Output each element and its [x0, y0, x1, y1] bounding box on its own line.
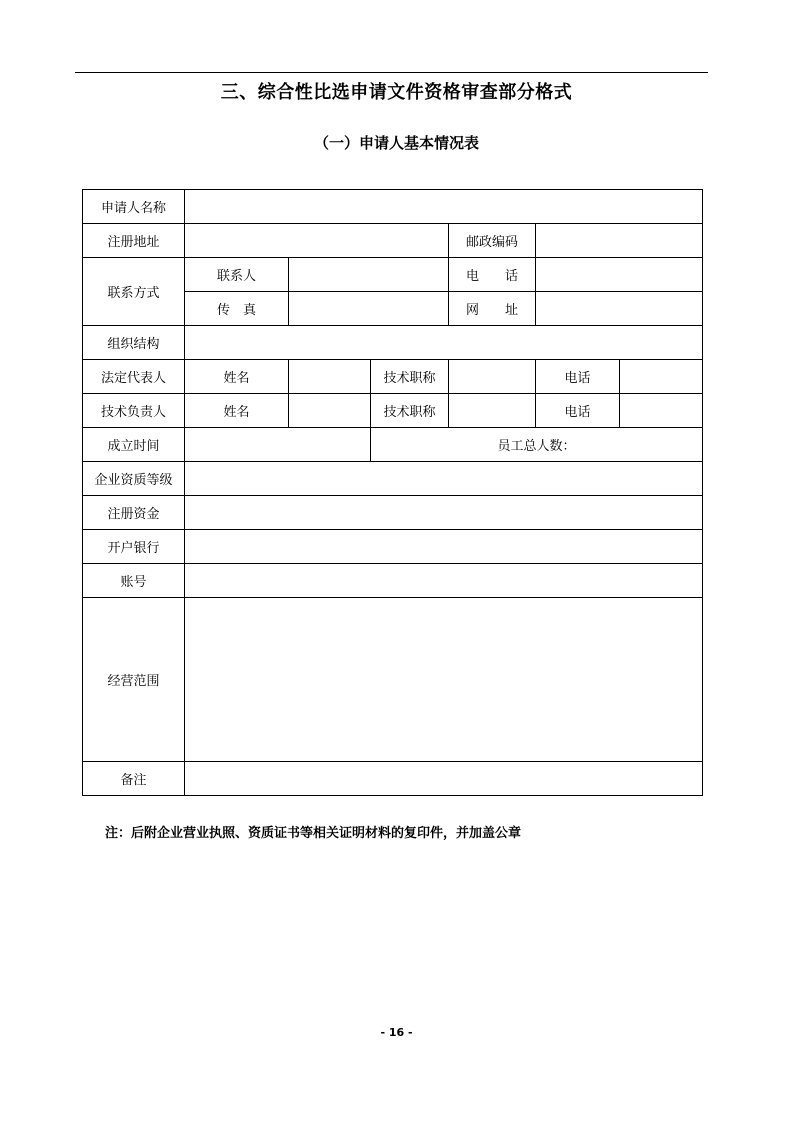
- applicant-info-table: [82, 189, 703, 796]
- remarks-label: 备注: [83, 762, 185, 796]
- tech-lead-phone-field[interactable]: [620, 394, 703, 428]
- page-number: - 16 -: [380, 1026, 413, 1039]
- page-title: 三、综合性比选申请文件资格审查部分格式: [220, 82, 573, 103]
- tech-lead-phone-label: 电话: [536, 394, 620, 428]
- legal-rep-name-field[interactable]: [289, 360, 371, 394]
- contact-phone-field[interactable]: [536, 258, 703, 292]
- table-row: [83, 360, 703, 394]
- table-row: [83, 564, 703, 598]
- bank-label: 开户银行: [83, 530, 185, 564]
- business-scope-field[interactable]: [185, 598, 703, 762]
- website-label: 网 址: [449, 292, 536, 326]
- table-row: [83, 530, 703, 564]
- table-row: [83, 258, 703, 292]
- legal-rep-title-label: 技术职称: [371, 360, 449, 394]
- applicant-name-label: 申请人名称: [83, 190, 185, 224]
- postal-code-label: 邮政编码: [449, 224, 536, 258]
- tech-lead-name-label: 姓名: [185, 394, 289, 428]
- footnote: 注：后附企业营业执照、资质证书等相关证明材料的复印件，并加盖公章: [105, 826, 522, 841]
- fax-label: 传 真: [185, 292, 289, 326]
- contact-person-field[interactable]: [289, 258, 449, 292]
- bank-field[interactable]: [185, 530, 703, 564]
- qualification-level-label: 企业资质等级: [83, 462, 185, 496]
- legal-rep-phone-field[interactable]: [620, 360, 703, 394]
- table-row: [83, 326, 703, 360]
- legal-rep-name-label: 姓名: [185, 360, 289, 394]
- legal-rep-label: 法定代表人: [83, 360, 185, 394]
- account-label: 账号: [83, 564, 185, 598]
- legal-rep-title-field[interactable]: [449, 360, 536, 394]
- table-row: [83, 190, 703, 224]
- account-field[interactable]: [185, 564, 703, 598]
- table-row: [83, 224, 703, 258]
- table-row: [83, 394, 703, 428]
- contact-person-label: 联系人: [185, 258, 289, 292]
- table-row: [83, 462, 703, 496]
- table-row: [83, 428, 703, 462]
- org-structure-label: 组织结构: [83, 326, 185, 360]
- table-row: [83, 762, 703, 796]
- contact-phone-label: 电 话: [449, 258, 536, 292]
- tech-lead-title-field[interactable]: [449, 394, 536, 428]
- employee-count-field[interactable]: 员工总人数：: [371, 428, 703, 462]
- remarks-field[interactable]: [185, 762, 703, 796]
- fax-field[interactable]: [289, 292, 449, 326]
- table-row: [83, 496, 703, 530]
- legal-rep-phone-label: 电话: [536, 360, 620, 394]
- applicant-name-field[interactable]: [185, 190, 703, 224]
- org-structure-field[interactable]: [185, 326, 703, 360]
- table-title: （一）申请人基本情况表: [313, 134, 479, 152]
- business-scope-label: 经营范围: [83, 598, 185, 762]
- website-field[interactable]: [536, 292, 703, 326]
- registered-address-label: 注册地址: [83, 224, 185, 258]
- tech-lead-label: 技术负责人: [83, 394, 185, 428]
- registered-address-field[interactable]: [185, 224, 449, 258]
- table-row: [83, 598, 703, 762]
- registered-capital-label: 注册资金: [83, 496, 185, 530]
- established-field[interactable]: [185, 428, 371, 462]
- tech-lead-title-label: 技术职称: [371, 394, 449, 428]
- header-rule: [75, 72, 708, 73]
- established-label: 成立时间: [83, 428, 185, 462]
- contact-method-label: 联系方式: [83, 258, 185, 326]
- registered-capital-field[interactable]: [185, 496, 703, 530]
- postal-code-field[interactable]: [536, 224, 703, 258]
- qualification-level-field[interactable]: [185, 462, 703, 496]
- tech-lead-name-field[interactable]: [289, 394, 371, 428]
